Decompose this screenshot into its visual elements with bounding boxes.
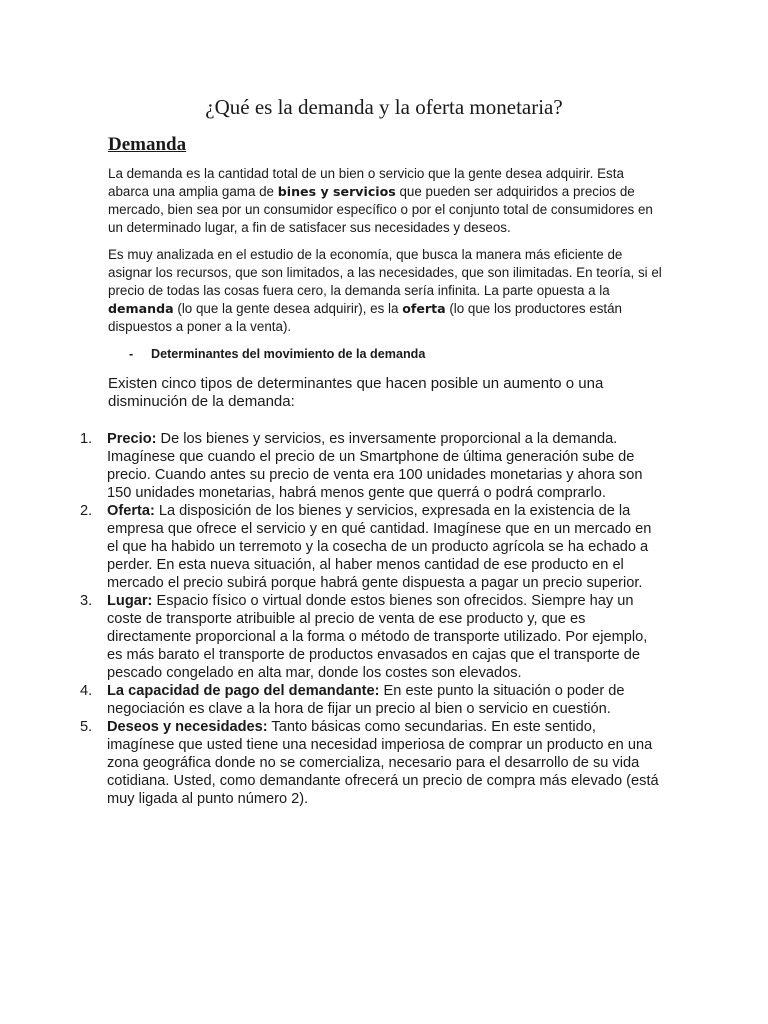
- list-number: 1.: [80, 431, 93, 447]
- list-number: 4.: [80, 683, 93, 699]
- list-item-label: Precio:: [107, 431, 157, 447]
- bold-term-demanda: demanda: [108, 301, 174, 316]
- intro-paragraph: Existen cinco tipos de determinantes que hacen posible un aumento o una disminución de la demanda:: [108, 375, 604, 410]
- list-number: 2.: [80, 503, 93, 519]
- list-item-label: Oferta:: [107, 503, 155, 519]
- list-item: [0, 592, 665, 682]
- dash-bullet: -: [129, 347, 134, 361]
- subheading-determinantes: [129, 346, 425, 362]
- subheading-text: Determinantes del movimiento de la demanda: [151, 347, 426, 361]
- section-heading-demanda: Demanda: [108, 134, 187, 155]
- paragraph-text: que pueden ser adquiridos a precios de mercado, bien sea por un consumidor específico o por el conjunto total de consumidores en un determinado lugar, a fin de satisfacer sus necesidades y deseos.: [108, 184, 653, 235]
- paragraph-text: (lo que la gente desea adquirir), es la: [173, 301, 403, 316]
- bold-term-bienes: bines y servicios: [277, 184, 396, 199]
- list-item: [0, 502, 665, 592]
- list-item-text: Espacio físico o virtual donde estos bienes son ofrecidos. Siempre hay un coste de transporte atribuible al precio de venta de ese producto y, que es directamente proporcional a la forma o método de transporte utilizado. Por ejemplo, es más barato el transporte de productos envasados en cajas que el transporte de pescado congelado en alta mar, donde los costes son elevados.: [107, 593, 648, 681]
- bold-term-oferta: oferta: [402, 301, 446, 316]
- list-item-text: Tanto básicas como secundarias. En este sentido, imagínese que usted tiene una necesidad imperiosa de comprar un producto en una zona geográfica donde no se comercializa, necesario para el desarrollo de su vida cotidiana. Usted, como demandante ofrecerá un precio de compra más elevado (está muy ligada al punto número 2).: [107, 719, 659, 807]
- list-item: [0, 430, 665, 502]
- list-item-label: Lugar:: [107, 593, 153, 609]
- list-item-text: En este punto la situación o poder de negociación es clave a la hora de fijar un precio al bien o servicio en cuestión.: [107, 683, 625, 717]
- paragraph-definition: [108, 165, 668, 237]
- list-number: 5.: [80, 719, 93, 735]
- determinants-list: [0, 430, 768, 808]
- paragraph-text: (lo que los productores están dispuestos a poner a la venta).: [108, 301, 623, 334]
- list-item-text: De los bienes y servicios, es inversamente proporcional a la demanda. Imagínese que cuando el precio de un Smartphone de última generación sube de precio. Cuando antes su precio de venta era 100 unidades monetarias y ahora son 150 unidades monetarias, habrá menos gente que querrá o podrá comprarlo.: [107, 431, 643, 501]
- page-title: ¿Qué es la demanda y la oferta monetaria?: [205, 95, 563, 119]
- paragraph-text: Es muy analizada en el estudio de la economía, que busca la manera más eficiente de asignar los recursos, que son limitados, a las necesidades, que son ilimitadas. En teoría, si el precio de todas las cosas fuera cero, la demanda sería infinita. La parte opuesta a la: [108, 247, 662, 298]
- paragraph-text: La demanda es la cantidad total de un bien o servicio que la gente desea adquirir. Esta abarca una amplia gama de: [108, 166, 624, 199]
- list-item-label: La capacidad de pago del demandante:: [107, 683, 380, 699]
- paragraph-analysis: [108, 246, 668, 336]
- list-item: [0, 718, 665, 808]
- list-item: [0, 682, 665, 718]
- list-item-text: La disposición de los bienes y servicios, expresada en la existencia de la empresa que ofrece el servicio y en qué cantidad. Imagínese que en un mercado en el que ha habido un terremoto y la cosecha de un producto agrícola se ha echado a perder. En esta nueva situación, al haber menos cantidad de ese producto en el mercado el precio subirá porque habrá gente dispuesta a pagar un precio superior.: [107, 503, 652, 591]
- list-number: 3.: [80, 593, 93, 609]
- list-item-label: Deseos y necesidades:: [107, 719, 268, 735]
